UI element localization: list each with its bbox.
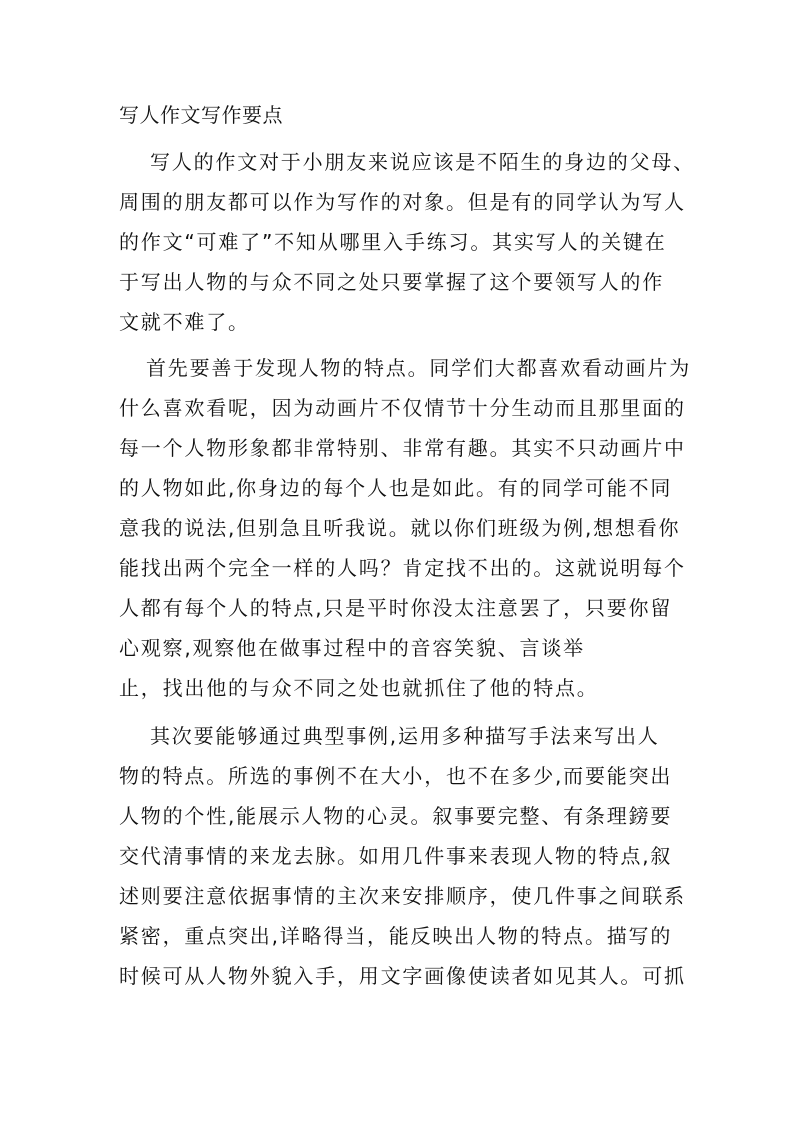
- text-line: 人物的个性,能展示人物的心灵。叙事要完整、有条理鎊要: [119, 804, 673, 828]
- text-line: 意我的说法,但别急且听我说。就以你们班级为例,想想看你: [119, 516, 681, 540]
- text-line: 紧密，重点突出,详略得当，能反映出人物的特点。描写的: [119, 924, 673, 948]
- text-line: 的人物如此,你身边的每个人也是如此。有的同学可能不同: [119, 476, 673, 500]
- text-line: 每一个人物形象都非常特别、非常有趣。其实不只动画片中: [119, 436, 686, 460]
- text-line: 周围的朋友都可以作为写作的对象。但是有的同学认为写人: [119, 190, 686, 214]
- text-line: 于写出人物的与众不同之处只要掌握了这个要领写人的作: [119, 270, 664, 294]
- text-line: 什么喜欢看呢，因为动画片不仅情节十分生动而且那里面的: [119, 396, 686, 420]
- text-line: 心观察,观察他在做事过程中的音容笑貌、言谈举: [119, 636, 585, 660]
- document-title: 写人作文写作要点: [119, 103, 283, 127]
- text-line: 述则要注意依据事情的主次来安排顺序，使几件事之间联系: [119, 884, 686, 908]
- text-line: 能找出两个完全一样的人吗？肯定找不出的。这就说明每个: [119, 556, 686, 580]
- text-line: 止，找出他的与众不同之处也就抓住了他的特点。: [119, 676, 599, 700]
- text-line: 文就不难了。: [119, 310, 250, 334]
- text-line: 交代清事情的来龙去脉。如用几件事来表现人物的特点,叙: [119, 844, 673, 868]
- text-line: 其次要能够通过典型事例,运用多种描写手法来写出人: [150, 724, 660, 748]
- text-line: 的作文“可难了”不知从哪里入手练习。其实写人的关键在: [119, 230, 667, 254]
- text-line: 写人的作文对于小朋友来说应该是不陌生的身边的父母、: [150, 150, 695, 174]
- text-line: 首先要善于发现人物的特点。同学们大都喜欢看动画片为: [146, 356, 691, 380]
- text-line: 人都有每个人的特点,只是平时你没太注意罢了，只要你留: [119, 596, 673, 620]
- text-line: 物的特点。所选的事例不在大小，也不在多少,而要能突出: [119, 764, 673, 788]
- text-line: 时候可从人物外貌入手，用文字画像使读者如见其人。可抓: [119, 964, 686, 988]
